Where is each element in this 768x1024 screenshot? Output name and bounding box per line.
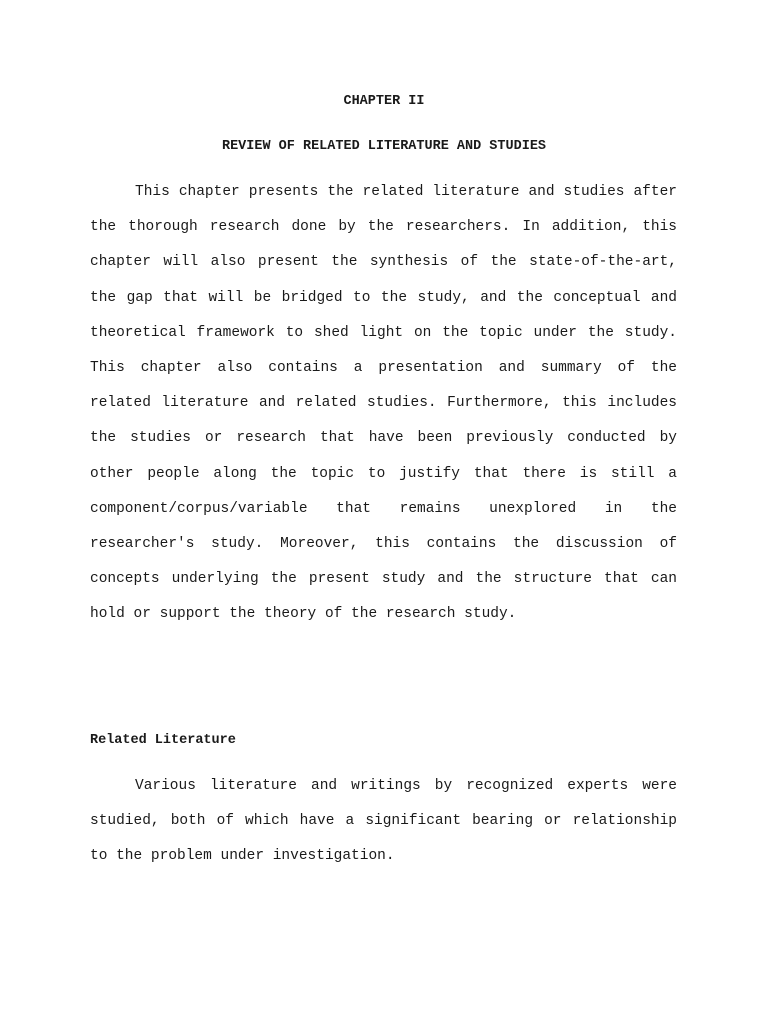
chapter-subtitle: REVIEW OF RELATED LITERATURE AND STUDIES — [221, 139, 547, 154]
intro-paragraph: This chapter presents the related literature and studies after the thorough research done by the researchers. In addition, this chapter will also present the synthesis of the state-of-the-art, the gap that will be bridged to the study, and the conceptual and theoretical framework to shed light on the topic under the study. This chapter also contains a presentation and summary of the related literature and related studies. Furthermore, this includes the studies or research that have been previously conducted by other people along the topic to justify that there is still a component/corpus/variable that remains unexplored in the researcher's study. Moreover, this contains the discussion of concepts underlying the present study and the structure that can hold or support the theory of the research study. — [90, 184, 677, 623]
section-heading-related-literature: Related Literature — [90, 733, 236, 748]
chapter-title: CHAPTER II — [343, 94, 425, 109]
related-literature-paragraph: Various literature and writings by recognized experts were studied, both of which have a significant bearing or relationship to the problem under investigation. — [90, 778, 677, 865]
